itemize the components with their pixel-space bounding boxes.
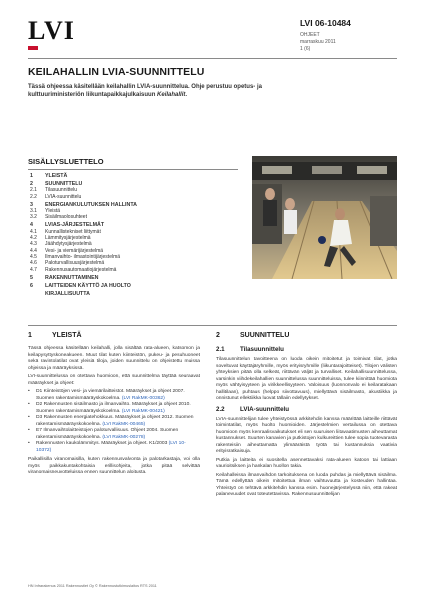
subsection-2-2-paragraph-3: Keilahalleissa ilmanvaihdon tarkoituksena on luoda puhdas ja miellyttävä sisäilma. Tämä edellyttää oikein mitoitettua ilman vaihtuvuutta ja kosteuden hallintaa. Yhteistyö on tehtävä arkkitehdin kanssa esim. huonejärjestelyssä niin, että rakeat palanevuudet ovat toteutettavissa. Rakennusuunnittelijan xyxy=(216,472,397,497)
toc-item[interactable] xyxy=(30,267,240,273)
doc-date: marraskuu 2011 xyxy=(300,39,336,45)
list-item xyxy=(28,428,200,441)
document-number: LVI 06-10484 xyxy=(300,18,351,28)
toc-item-label: Sisäilmaolosuhteet xyxy=(45,214,87,221)
regulation-link[interactable]: (LVI 10-10372) xyxy=(36,441,186,453)
regulation-text: D2 Rakennusten sisäilmasto ja ilmanvaihto. Määräykset ja ohjeet 2010. Suomen rakentamismääräyskokoelma. xyxy=(36,402,191,414)
page-footer: HN Infrarakenus 2011 Rakennustiet Oy © Rakennustutkimuslaitos RTS 2011 xyxy=(28,584,157,588)
list-item xyxy=(28,402,200,415)
toc-item-number: 4.6 xyxy=(30,260,37,267)
subsection-2-2-number: 2.2 xyxy=(216,405,225,413)
section-2-number: 2 xyxy=(216,332,220,339)
bullet-icon: • xyxy=(28,389,30,394)
toc-divider xyxy=(28,169,238,170)
bullet-icon: • xyxy=(28,415,30,420)
section-1-paragraph-3: Paikallisilla viranomaisilla, kuten rakennusvalvonta ja palotarkastaja, voi olla myös paikkakuntakohtaisia erillisohjeita, jotka pitää selvittää viranomaisneuvotteluissa ennen suunnittelun aloitusta. xyxy=(28,457,200,475)
toc-item-number: 2.2 xyxy=(30,193,37,200)
regulation-text: D3 Rakennusten energiatehokkuus. Määräykset ja ohjeet 2012. Suomen rakentamismääräyskokoelma. xyxy=(36,415,194,427)
toc-item-number: 3.1 xyxy=(30,208,37,215)
list-item-text xyxy=(36,428,200,441)
subsection-2-2-title: LVIA-suunnittelu xyxy=(240,405,290,413)
subsection-2-1-heading xyxy=(216,346,397,353)
section-2-heading xyxy=(216,332,397,339)
toc-item-number: 3 xyxy=(30,201,33,208)
toc-item-label: Kunnallistekniset liittymät xyxy=(45,228,101,235)
list-item-text xyxy=(36,389,200,402)
bullet-icon: • xyxy=(28,441,30,446)
document-meta xyxy=(300,32,336,53)
toc-item-number: 3.2 xyxy=(30,214,37,221)
toc-item-label: SUUNNITTELU xyxy=(45,181,83,188)
toc-item[interactable] xyxy=(30,173,240,179)
table-of-contents xyxy=(30,173,240,297)
section-1-number: 1 xyxy=(28,332,32,339)
list-item xyxy=(28,415,200,428)
bullet-icon: • xyxy=(28,402,30,407)
right-column xyxy=(216,332,397,501)
toc-item-label: Yleistä xyxy=(45,208,61,215)
toc-item-number: 5 xyxy=(30,274,33,281)
regulation-link[interactable]: (LVI RakMK-00278) xyxy=(102,434,146,440)
toc-item-label: ENERGIANKULUTUKSEN HALLINTA xyxy=(45,201,138,208)
page-title: KEILAHALLIN LVIA-SUUNNITTELU xyxy=(28,66,205,78)
toc-item-number xyxy=(30,291,45,297)
toc-item[interactable] xyxy=(30,291,240,297)
toc-item[interactable] xyxy=(30,214,240,220)
toc-item-label: LAITTEIDEN KÄYTTÖ JA HUOLTO xyxy=(45,282,131,289)
intro-body: Tässä ohjeessa käsitellään keilahallin LVIA-suunnittelua. Ohje perustuu opetus- ja kulttuuriministeriön liikuntapaikkajulkaisuun xyxy=(28,84,262,98)
header-divider xyxy=(28,58,397,59)
toc-item-label: YLEISTÄ xyxy=(45,173,68,179)
toc-item-number: 4.7 xyxy=(30,266,37,273)
bowling-photo-illustration xyxy=(252,156,397,279)
bullet-icon: • xyxy=(28,428,30,433)
subsection-2-2-paragraph-1: LVIA-suunnittelijan tulee yhteistyössä arkkitehdin kanssa määrittää laitteille riittävät toimintatilat, myös huolto huomioiden. Järjestelmien vertailussa on otettava huomioon myös kenraalisvaikutukset eli sen suuruisen liitavaatimusten aiheuttamat kustannukset. Suurten kanavien ja putkistojen kulkureittien tulee sopia tuotevarasta rakenteisiin aiheuttamatta ylimääräistä työtä tai kustannuksia vaativia erityisratkaisuja. xyxy=(216,416,397,454)
toc-item-number: 6 xyxy=(30,282,33,289)
toc-item-number: 1 xyxy=(30,173,33,179)
toc-item-label: Rakennusautomaatiojärjestelmä xyxy=(45,266,117,273)
body-divider xyxy=(28,325,397,326)
list-item-text xyxy=(36,402,200,415)
toc-item-number: 4.4 xyxy=(30,247,37,254)
section-1-heading xyxy=(28,332,200,339)
regulation-link[interactable]: (LVI RakMK-00465) xyxy=(102,421,146,427)
toc-item-label: RAKENNUTTAMINEN xyxy=(45,274,99,281)
bowling-alley-photo xyxy=(252,156,397,279)
intro-emphasis: Keilahallit xyxy=(157,92,186,98)
logo-accent-bar xyxy=(28,46,38,50)
left-column xyxy=(28,332,200,479)
regulation-text: E7 Ilmanvaihtolaitteistojen paloturvallisuus. Ohjeet 2004. Suomen rakentamismääräyskokoelma. xyxy=(36,428,179,440)
section-1-paragraph-1: Tässä ohjeessa käsitellään keilahalli, jolla sisältää rata-alueen, katsomon ja keilapysyttyskoneakueen. Muut tilat kuten kiinteistön, pukeu- ja pesuhuoneet sekä ravintolatilat ovat yleisiä tiloja, joiden suunnittelu on ohjeistettu muissa ohjeissa ja määräyksissä. xyxy=(28,346,200,371)
list-item xyxy=(28,389,200,402)
list-item-text xyxy=(36,441,200,454)
toc-item-number: 2.1 xyxy=(30,187,37,194)
toc-item[interactable] xyxy=(30,194,240,200)
toc-item[interactable] xyxy=(30,275,240,281)
lvi-logo: LVI xyxy=(28,16,75,45)
toc-item-label: Vesi- ja viemärijärjestelmä xyxy=(45,247,104,254)
regulation-list xyxy=(28,389,200,454)
toc-item-label: Tilasuunnittelu xyxy=(45,187,78,194)
doc-page: 1 (6) xyxy=(300,46,311,52)
intro-text xyxy=(28,83,293,99)
subsection-2-1-paragraph: Tilasuunnittelun tavoitteena on luoda oikein mitoitetut ja toimivat tilat, jotka soveltuvat käyttäjäryhmille, myös erityisryhmille (liikuntarajoitteiset). Tilojen välisten yhteyksien pitää olla selkeät, riittävän väljät ja turvalliset. Keilahallisuunnittelussa, varsinkin viihdekeilahallien suunnittelussa suunnitteluissa, tulee kiinnittää huomiota myös vähtyisyyteen ja virikkeellisyyteen. Valoisuus (luonnonvalo ei keilaratakaan hallitilaan), puhtaus (helppo siivottavuus), miellyttävä sisäilmasto, akustiikka ja onnistunut ellektiikka luovat tällaiin edellytykset. xyxy=(216,357,397,401)
toc-item-label: Lämmitysjärjestelmä xyxy=(45,235,91,242)
subsection-2-2-heading xyxy=(216,406,397,413)
section-1-title: YLEISTÄ xyxy=(52,332,82,339)
subsection-2-1-title: Tilasuunnittelu xyxy=(240,346,284,353)
section-1-paragraph-2: LVI-suunnittelussa on otettava huomioon, että suunnittelma täyttää seuraavat määräykset ja ohjeet: xyxy=(28,374,200,386)
toc-item-label: LVIA-suunnittelu xyxy=(45,193,82,200)
toc-item-label: Jäähdytysjärjestelmä xyxy=(45,241,92,248)
section-2-title: SUUNNITTELU xyxy=(240,332,290,339)
toc-item-number: 2 xyxy=(30,181,33,188)
toc-item[interactable] xyxy=(30,283,240,289)
list-item xyxy=(28,441,200,454)
subsection-2-1-number: 2.1 xyxy=(216,346,225,353)
toc-item-label: Paloturvallisuusjärjestelmä xyxy=(45,260,105,267)
toc-heading: SISÄLLYSLUETTELO xyxy=(28,157,104,166)
toc-item-number: 4.3 xyxy=(30,241,37,248)
doc-type: OHJEET xyxy=(300,32,320,38)
subsection-2-2-paragraph-2: Putkia ja laitteita ei suositella asennettavaksi rata-alueen katoon tai lattiaan vaurioitsiksen ja hankalan huollon takia. xyxy=(216,457,397,469)
toc-item-number: 4.1 xyxy=(30,228,37,235)
toc-item-number: 4.5 xyxy=(30,253,37,260)
toc-item-number: 4 xyxy=(30,222,33,229)
toc-item-number: 4.2 xyxy=(30,235,37,242)
regulation-text: D1 Kiinteistöjen vesi- ja viemärilaitteistot. Määräykset ja ohjeet 2007. Suomen rakentamismääräyskokoelma. xyxy=(36,389,185,401)
list-item-text xyxy=(36,415,200,428)
regulation-text: Rakennusten kaukolämmitys. Määräykset ja ohjeet. K1/2003 xyxy=(36,441,169,446)
toc-item-label: Ilmanvaihto- ilmastointijärjestelmä xyxy=(45,253,121,260)
regulation-link[interactable]: (LVI RakMK-00362) xyxy=(121,395,165,401)
regulation-link[interactable]: (LVI RakMK-00421) xyxy=(121,408,165,414)
intro-suffix: . xyxy=(185,92,188,98)
toc-item-label: LVIAS-JÄRJESTELMÄT xyxy=(45,222,105,229)
toc-item-label: KIRJALLISUUTTA xyxy=(45,290,90,297)
